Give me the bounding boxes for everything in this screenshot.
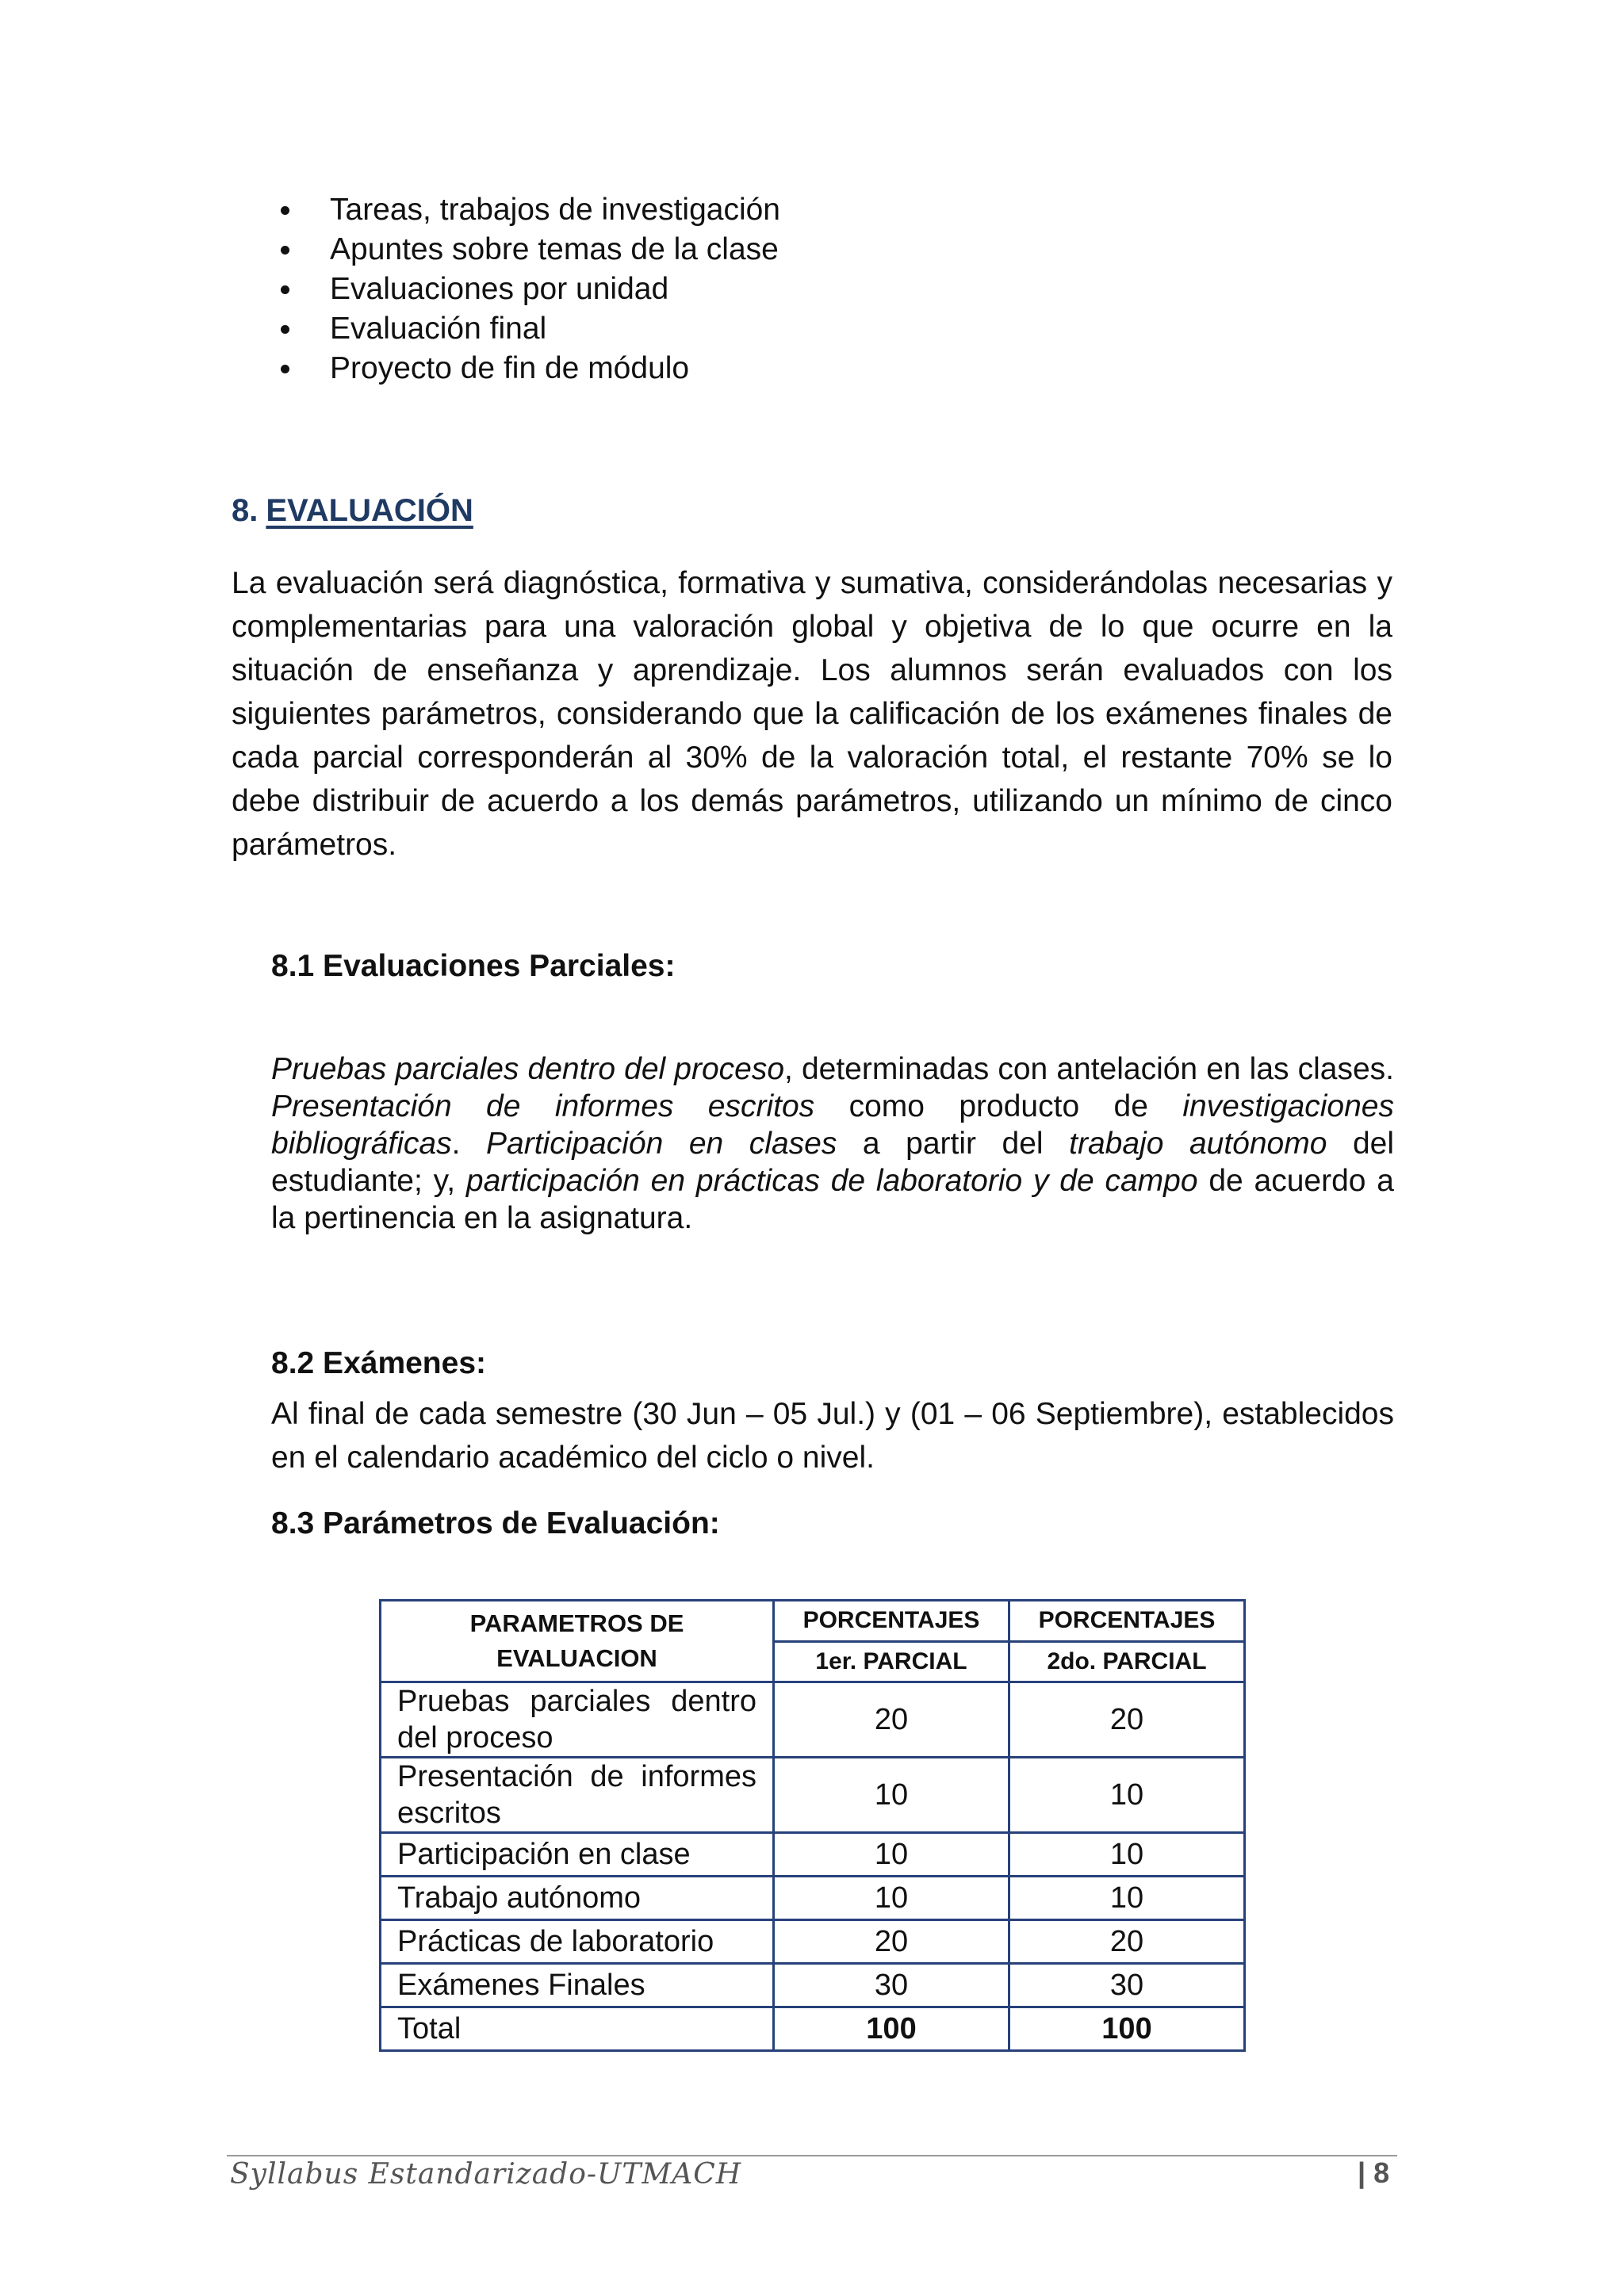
param-cell: Prácticas de laboratorio — [381, 1920, 774, 1964]
list-item: Tareas, trabajos de investigación — [281, 190, 780, 230]
list-item: Proyecto de fin de módulo — [281, 349, 780, 388]
table-header-row — [381, 1601, 1245, 1642]
section-8-3-heading: 8.3 Parámetros de Evaluación: — [271, 1506, 720, 1540]
table-row — [381, 1964, 1245, 2007]
total-first-partial-cell: 100 — [774, 2007, 1009, 2051]
second-partial-cell: 10 — [1009, 1758, 1245, 1833]
first-partial-cell: 10 — [774, 1758, 1009, 1833]
bullet-icon — [281, 206, 289, 215]
bullet-icon — [281, 325, 289, 334]
param-cell: Presentación de informes escritos — [381, 1758, 774, 1833]
header-parameters: PARAMETROS DE EVALUACION — [381, 1601, 774, 1682]
section-8-2-heading: 8.2 Exámenes: — [271, 1346, 487, 1380]
second-partial-cell: 20 — [1009, 1920, 1245, 1964]
section-8-2-paragraph: Al final de cada semestre (30 Jun – 05 Jul.) y (01 – 06 Septiembre), establecidos en el calendario académico del ciclo o nivel. — [271, 1397, 1394, 1475]
footer-title: Syllabus Estandarizado-UTMACH — [230, 2158, 742, 2191]
param-cell: Exámenes Finales — [381, 1964, 774, 2007]
param-cell: Trabajo autónomo — [381, 1877, 774, 1920]
bullet-icon — [281, 285, 289, 294]
table-row — [381, 1920, 1245, 1964]
param-cell: Pruebas parciales dentro del proceso — [381, 1682, 774, 1758]
table-row — [381, 1877, 1245, 1920]
first-partial-cell: 10 — [774, 1877, 1009, 1920]
second-partial-cell: 30 — [1009, 1964, 1245, 2007]
second-partial-cell: 10 — [1009, 1833, 1245, 1877]
table-row — [381, 1833, 1245, 1877]
list-item: Apuntes sobre temas de la clase — [281, 230, 780, 270]
bullet-icon — [281, 246, 289, 254]
header-percent-1: PORCENTAJES — [774, 1601, 1009, 1642]
second-partial-cell: 10 — [1009, 1877, 1245, 1920]
evaluation-parameters-table — [379, 1599, 1246, 2052]
section-8-1-heading: 8.1 Evaluaciones Parciales: — [271, 949, 676, 983]
param-cell: Participación en clase — [381, 1833, 774, 1877]
table-row — [381, 1682, 1245, 1758]
first-partial-cell: 30 — [774, 1964, 1009, 2007]
table-total-row — [381, 2007, 1245, 2051]
section-8-heading: 8. EVALUACIÓN — [232, 493, 473, 528]
first-partial-cell: 20 — [774, 1682, 1009, 1758]
footer-divider — [227, 2155, 1397, 2156]
section-8-paragraph: La evaluación será diagnóstica, formativa y sumativa, considerándolas necesarias y complementarias para una valoración global y objetiva de lo que ocurre en la situación de enseñanza y aprendizaje. Los alumnos serán evaluados con los siguientes parámetros, considerando que la calificación de los exámenes finales de cada parcial corresponderán al 30% de la valoración total, el restante 70% se lo debe distribuir de acuerdo a los demás parámetros, utilizando un mínimo de cinco parámetros. — [232, 566, 1392, 862]
first-partial-cell: 10 — [774, 1833, 1009, 1877]
first-partial-cell: 20 — [774, 1920, 1009, 1964]
header-first-partial: 1er. PARCIAL — [774, 1641, 1009, 1682]
total-label-cell: Total — [381, 2007, 774, 2051]
table-row — [381, 1758, 1245, 1833]
header-second-partial: 2do. PARCIAL — [1009, 1641, 1245, 1682]
list-item: Evaluaciones por unidad — [281, 270, 780, 309]
total-second-partial-cell: 100 — [1009, 2007, 1245, 2051]
second-partial-cell: 20 — [1009, 1682, 1245, 1758]
bullet-list — [281, 190, 780, 388]
bullet-icon — [281, 365, 289, 373]
header-percent-2: PORCENTAJES — [1009, 1601, 1245, 1642]
list-item: Evaluación final — [281, 309, 780, 349]
section-8-1-paragraph: Pruebas parciales dentro del proceso, determinadas con antelación en las clases. Presentación de informes escritos como producto de investigaciones bibliográficas. Participación en clases a partir del trabajo autónomo del estudiante; y, participación en prácticas de laboratorio y de campo de acuerdo a la pertinencia en la asignatura. — [271, 1052, 1395, 1235]
page-number: | 8 — [1358, 2156, 1390, 2189]
